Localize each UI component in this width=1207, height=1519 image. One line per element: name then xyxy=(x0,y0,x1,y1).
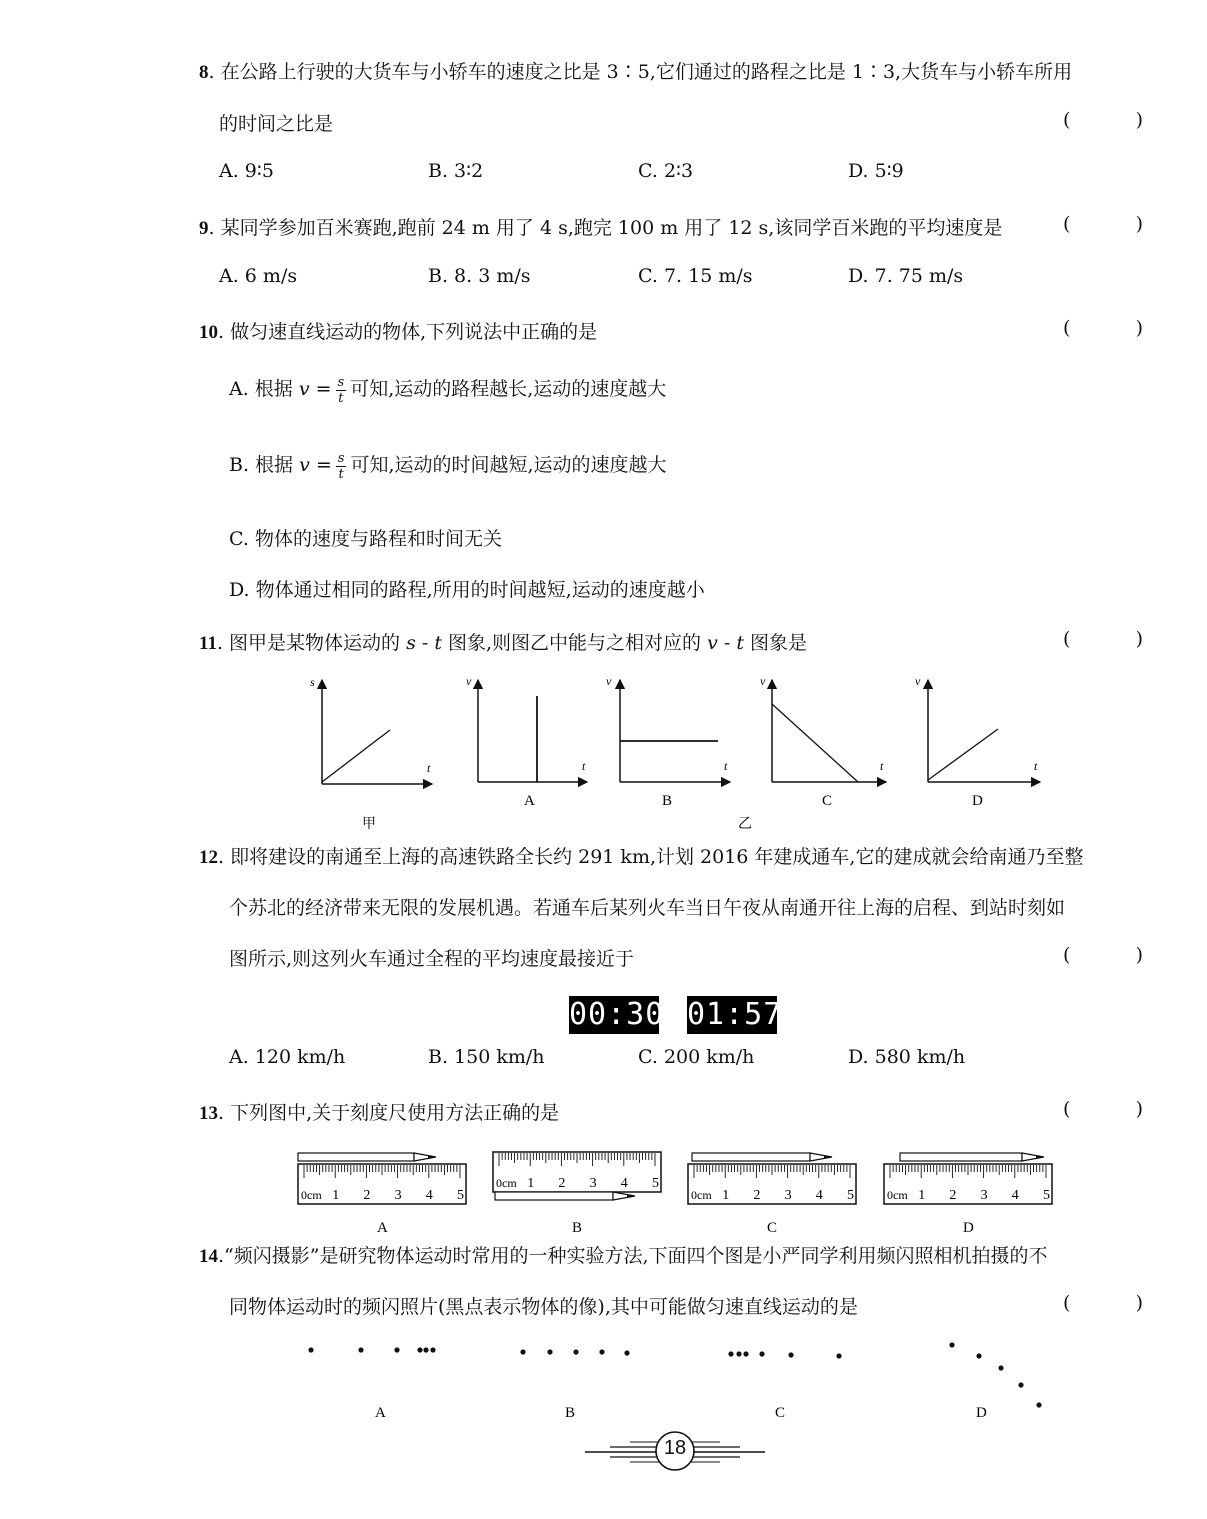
q9-option-c[interactable]: C. 7. 15 m/s xyxy=(638,265,753,287)
axis-v-label: v xyxy=(466,674,472,688)
ruler-unit-label: 0cm xyxy=(691,1188,712,1202)
q9-answer-paren[interactable] xyxy=(1063,213,1143,235)
paren-close: ) xyxy=(1135,109,1143,131)
graph-c xyxy=(760,674,886,809)
formula-lhs: v = xyxy=(299,454,332,476)
paren-open: ( xyxy=(1063,1292,1071,1314)
paren-open: ( xyxy=(1063,213,1071,235)
q8-option-c[interactable]: C. 2∶3 xyxy=(638,160,694,182)
q8-answer-paren[interactable] xyxy=(1063,109,1143,131)
q9-text: . 某同学参加百米赛跑,跑前 24 m 用了 4 s,跑完 100 m 用了 12 s,该同学百米跑的平均速度是 xyxy=(208,217,1003,239)
q9-option-b[interactable]: B. 8. 3 m/s xyxy=(428,265,531,287)
axis-v-label: v xyxy=(760,674,766,688)
q9-option-d[interactable]: D. 7. 75 m/s xyxy=(848,265,964,287)
ruler-figure-label: B xyxy=(572,1220,583,1236)
ruler-tick-label: 3 xyxy=(589,1176,597,1191)
axis-v-label: v xyxy=(915,674,921,688)
pencil xyxy=(298,1153,436,1161)
axis-t-label: t xyxy=(427,761,431,775)
caption-jia: 甲 xyxy=(362,817,376,832)
q13-text: . 下列图中,关于刻度尺使用方法正确的是 xyxy=(218,1102,560,1124)
formula-fraction xyxy=(336,451,347,482)
ruler-tick-label: 5 xyxy=(652,1176,659,1191)
q10-option-b[interactable] xyxy=(229,450,667,482)
q13-number: 13 xyxy=(199,1103,218,1124)
formula-numerator: s xyxy=(337,450,345,466)
ruler-tick-label: 4 xyxy=(1011,1188,1019,1203)
graph-b-label: B xyxy=(662,793,673,809)
q14-text: .“频闪摄影”是研究物体运动时常用的一种实验方法,下面四个图是小严同学利用频闪照相机拍摄的不 xyxy=(218,1245,1048,1267)
ruler-tick-label: 1 xyxy=(918,1188,926,1203)
q10-text: . 做匀速直线运动的物体,下列说法中正确的是 xyxy=(218,321,598,343)
page-number: 18 xyxy=(663,1437,687,1459)
formula-denominator: t xyxy=(338,390,344,406)
graph-d xyxy=(915,674,1040,809)
q13-rulers xyxy=(290,1146,1060,1236)
ruler-tick-label: 5 xyxy=(847,1188,854,1203)
q8-option-a[interactable]: A. 9∶5 xyxy=(219,160,274,182)
q12-option-c[interactable]: C. 200 km/h xyxy=(638,1046,755,1068)
q11-line1 xyxy=(199,628,807,655)
q8-line1 xyxy=(199,57,1072,84)
paren-close: ) xyxy=(1135,944,1143,966)
q10-option-a-prefix: A. 根据 xyxy=(229,378,299,400)
q12-line2: 个苏北的经济带来无限的发展机遇。若通车后某列火车当日午夜从南通开往上海的启程、到站时刻如 xyxy=(229,897,1066,919)
q8-line2: 的时间之比是 xyxy=(219,113,334,135)
ruler-tick-label: 3 xyxy=(394,1188,402,1203)
ruler-tick-label: 4 xyxy=(425,1188,433,1203)
q11-number: 11 xyxy=(199,633,217,654)
q10-option-b-text: 可知,运动的时间越短,运动的速度越大 xyxy=(350,454,667,476)
q12-text: . 即将建设的南通至上海的高速铁路全长约 291 km,计划 2016 年建成通车,它的建成就会给南通乃至整 xyxy=(218,846,1084,868)
ruler-tick-label: 3 xyxy=(980,1188,988,1203)
graph-c-label: C xyxy=(822,793,833,809)
q10-option-a[interactable] xyxy=(229,374,666,406)
q12-option-b[interactable]: B. 150 km/h xyxy=(428,1046,545,1068)
pencil xyxy=(692,1153,832,1161)
ruler-unit-label: 0cm xyxy=(887,1188,908,1202)
q14-line2: 同物体运动时的频闪照片(黑点表示物体的像),其中可能做匀速直线运动的是 xyxy=(229,1296,858,1318)
q14-line1 xyxy=(199,1241,1048,1268)
paren-open: ( xyxy=(1063,317,1071,339)
ruler-figure-c xyxy=(688,1153,856,1236)
paren-close: ) xyxy=(1135,1098,1143,1120)
q10-number: 10 xyxy=(199,322,218,343)
paren-open: ( xyxy=(1063,628,1071,650)
ruler-tick-label: 4 xyxy=(620,1176,628,1191)
q14-number: 14 xyxy=(199,1246,218,1267)
paren-open: ( xyxy=(1063,944,1071,966)
clock-start: 00:30 xyxy=(569,997,665,1032)
q12-line3: 图所示,则这列火车通过全程的平均速度最接近于 xyxy=(229,948,635,970)
q14-answer-paren[interactable] xyxy=(1063,1292,1143,1314)
q8-option-d[interactable]: D. 5∶9 xyxy=(848,160,904,182)
strobe-d-label: D xyxy=(976,1405,987,1420)
q13-line1 xyxy=(199,1098,559,1125)
ruler-tick-label: 1 xyxy=(722,1188,730,1203)
strobe-a-label: A xyxy=(375,1405,386,1420)
axis-t-label: t xyxy=(582,759,586,773)
q12-option-a[interactable]: A. 120 km/h xyxy=(229,1046,346,1068)
strobe-b xyxy=(520,1349,629,1355)
paren-close: ) xyxy=(1135,1292,1143,1314)
ruler-tick-label: 2 xyxy=(558,1176,566,1191)
ruler-figure-label: D xyxy=(963,1220,974,1236)
formula-lhs: v = xyxy=(298,378,332,400)
q10-option-a-text: 可知,运动的路程越长,运动的速度越大 xyxy=(350,378,667,400)
graph-jia xyxy=(310,675,432,784)
strobe-b-label: B xyxy=(565,1405,576,1420)
q10-line1 xyxy=(199,317,597,344)
clock-end: 01:57 xyxy=(687,997,783,1032)
axis-t-label: t xyxy=(1034,759,1038,773)
ruler-figure-a xyxy=(298,1153,466,1236)
q12-line1 xyxy=(199,842,1083,869)
q10-option-c[interactable]: C. 物体的速度与路程和时间无关 xyxy=(229,528,502,550)
ruler-tick-label: 4 xyxy=(815,1188,823,1203)
ruler-unit-label: 0cm xyxy=(496,1176,517,1190)
paren-close: ) xyxy=(1135,213,1143,235)
formula-numerator: s xyxy=(337,374,345,390)
axis-t-label: t xyxy=(880,759,884,773)
ruler-figure-label: A xyxy=(377,1220,388,1236)
q14-strobe-photos xyxy=(290,1330,1070,1420)
graph-a xyxy=(466,674,587,809)
strobe-a xyxy=(308,1347,435,1352)
pencil xyxy=(900,1153,1044,1161)
graph-d-label: D xyxy=(972,793,983,809)
q11-text-a: . 图甲是某物体运动的 xyxy=(216,632,407,654)
q13-answer-paren[interactable] xyxy=(1063,1098,1143,1120)
q11-st: s - t xyxy=(406,632,442,654)
strobe-d xyxy=(949,1342,1041,1407)
q12-answer-paren[interactable] xyxy=(1063,944,1143,966)
formula-denominator: t xyxy=(338,466,344,482)
q11-answer-paren[interactable] xyxy=(1063,628,1143,650)
q12-option-d[interactable]: D. 580 km/h xyxy=(848,1046,966,1068)
q11-text-b: 图象,则图乙中能与之相对应的 xyxy=(441,632,708,654)
paren-close: ) xyxy=(1135,317,1143,339)
q8-number: 8 xyxy=(199,62,209,83)
paren-open: ( xyxy=(1063,109,1071,131)
q12-number: 12 xyxy=(199,847,218,868)
axis-s-label: s xyxy=(310,675,315,689)
caption-yi: 乙 xyxy=(738,817,752,832)
ruler-tick-label: 2 xyxy=(363,1188,371,1203)
q11-graphs xyxy=(300,672,1050,832)
q11-text-c: 图象是 xyxy=(743,632,808,654)
pencil xyxy=(495,1192,635,1200)
ruler-tick-label: 2 xyxy=(753,1188,761,1203)
q8-option-b[interactable]: B. 3∶2 xyxy=(428,160,484,182)
paren-close: ) xyxy=(1135,628,1143,650)
ruler-tick-label: 2 xyxy=(949,1188,957,1203)
strobe-c-label: C xyxy=(775,1405,786,1420)
ruler-tick-label: 1 xyxy=(332,1188,340,1203)
ruler-figure-b xyxy=(493,1152,661,1236)
graph-a-label: A xyxy=(524,793,535,809)
q9-number: 9 xyxy=(199,218,209,239)
q9-option-a[interactable]: A. 6 m/s xyxy=(219,265,298,287)
ruler-tick-label: 5 xyxy=(1043,1188,1050,1203)
strobe-c xyxy=(728,1351,841,1358)
ruler-figure-d xyxy=(884,1153,1052,1236)
q10-option-d[interactable]: D. 物体通过相同的路程,所用的时间越短,运动的速度越小 xyxy=(229,579,705,601)
q10-option-b-prefix: B. 根据 xyxy=(229,454,300,476)
ruler-tick-label: 3 xyxy=(784,1188,792,1203)
graph-b xyxy=(606,674,730,809)
ruler-tick-label: 1 xyxy=(527,1176,535,1191)
q11-vt: v - t xyxy=(707,632,744,654)
ruler-unit-label: 0cm xyxy=(301,1188,322,1202)
q9-line1 xyxy=(199,213,1002,240)
paren-open: ( xyxy=(1063,1098,1071,1120)
q10-answer-paren[interactable] xyxy=(1063,317,1143,339)
formula-fraction xyxy=(336,375,347,406)
ruler-figure-label: C xyxy=(767,1220,778,1236)
q8-text: . 在公路上行驶的大货车与小轿车的速度之比是 3∶5,它们通过的路程之比是 1∶3,大货车与小轿车所用 xyxy=(208,61,1073,83)
ruler-tick-label: 5 xyxy=(457,1188,464,1203)
axis-v-label: v xyxy=(606,674,612,688)
axis-t-label: t xyxy=(724,759,728,773)
